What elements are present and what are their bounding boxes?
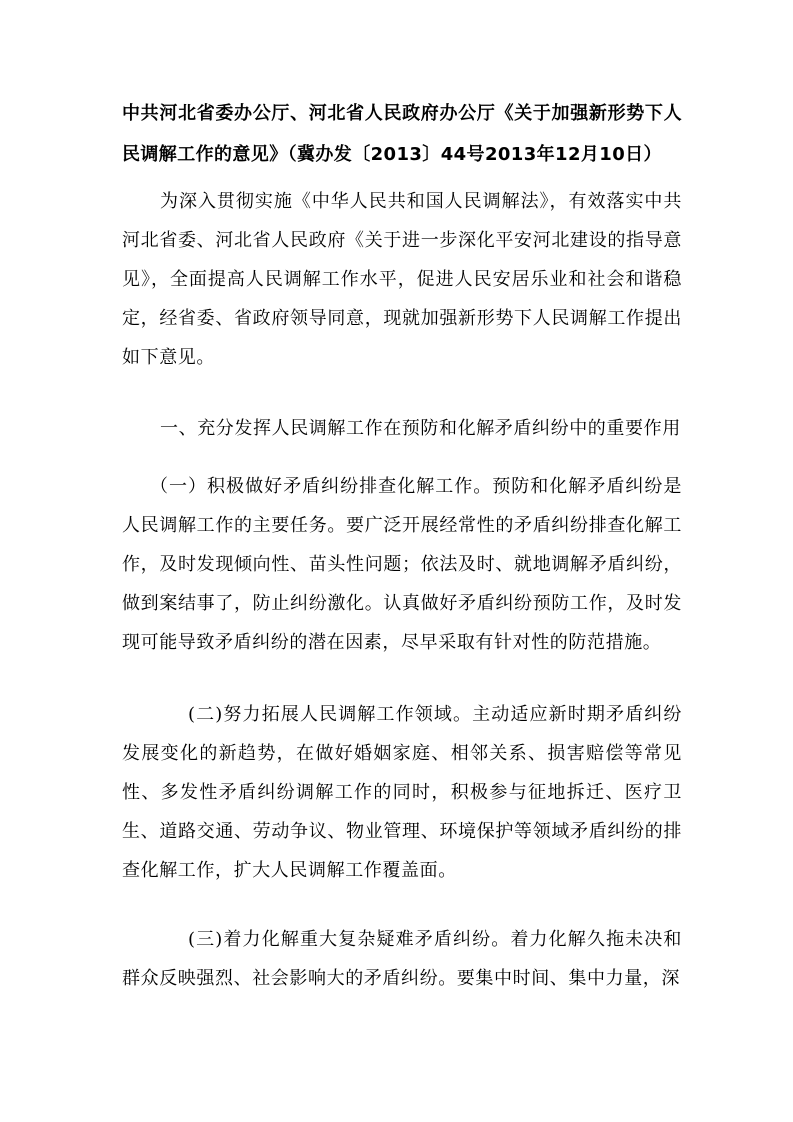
intro-paragraph: 为深入贯彻实施《中华人民共和国人民调解法》，有效落实中共河北省委、河北省人民政府《关于进一步深化平安河北建设的指导意见》，全面提高人民调解工作水平，促进人民安居乐业和社会和谐稳定，经省委、省政府领导同意，现就加强新形势下人民调解工作提出如下意见。 [122,191,682,368]
section-heading-1: 一、充分发挥人民调解工作在预防和化解矛盾纠纷中的重要作用 [160,418,681,439]
item-paragraph-3: (三)着力化解重大复杂疑难矛盾纠纷。着力化解久拖未决和群众反映强烈、社会影响大的矛盾纠纷。要集中时间、集中力量，深 [122,929,682,989]
item-paragraph-1: （一）积极做好矛盾纠纷排查化解工作。预防和化解矛盾纠纷是人民调解工作的主要任务。要广泛开展经常性的矛盾纠纷排查化解工作，及时发现倾向性、苗头性问题；依法及时、就地调解矛盾纠纷，做到案结事了，防止纠纷激化。认真做好矛盾纠纷预防工作，及时发现可能导致矛盾纠纷的潜在因素，尽早采取有针对性的防范措施。 [122,476,682,653]
document-title: 中共河北省委办公厅、河北省人民政府办公厅《关于加强新形势下人民调解工作的意见》（冀办发〔2013〕44号2013年12月10日） [122,103,682,165]
item-paragraph-2: (二)努力拓展人民调解工作领域。主动适应新时期矛盾纠纷发展变化的新趋势，在做好婚姻家庭、相邻关系、损害赔偿等常见性、多发性矛盾纠纷调解工作的同时，积极参与征地拆迁、医疗卫生、道路交通、劳动争议、物业管理、环境保护等领域矛盾纠纷的排查化解工作，扩大人民调解工作覆盖面。 [122,704,682,881]
